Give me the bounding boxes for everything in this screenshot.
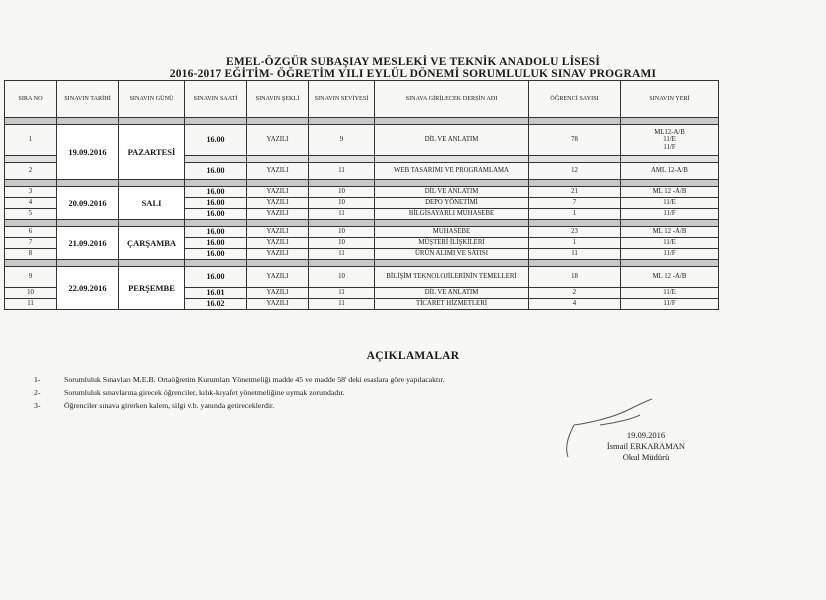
table-row: 4 16.00 YAZILI 10 DEPO YÖNETİMİ 7 11/E xyxy=(5,198,719,209)
exam-date: 19.09.2016 xyxy=(57,125,119,180)
separator-row xyxy=(5,118,719,125)
table-row: 8 16.00 YAZILI 11 ÜRÜN ALIMI VE SATISI 11 11/F xyxy=(5,249,719,260)
table-row: 5 16.00 YAZILI 11 BİLGİSAYARLI MUHASEBE 1 11/F xyxy=(5,209,719,220)
notes-title: AÇIKLAMALAR xyxy=(366,350,460,362)
signature-title: Okul Müdürü xyxy=(622,452,670,462)
col-header: SIRA NO xyxy=(5,81,57,118)
col-header: SINAVIN SEVİYESİ xyxy=(309,81,375,118)
col-header: ÖĞRENCİ SAYISI xyxy=(529,81,621,118)
exam-date: 20.09.2016 xyxy=(57,187,119,220)
exam-date: 22.09.2016 xyxy=(57,267,119,310)
signature-block xyxy=(596,430,696,463)
col-header: SINAVIN YERİ xyxy=(621,81,719,118)
exam-place: ML12-A/B 11/E 11/F xyxy=(621,125,719,156)
table-row: 2 16.00 YAZILI 11 WEB TASARIMI VE PROGRAMLAMA 12 AML 12-A/B xyxy=(5,163,719,180)
col-header: SINAVA GİRİLECEK DERSİN ADI xyxy=(375,81,529,118)
program-title: 2016-2017 EĞİTİM- ÖĞRETİM YILI EYLÜL DÖNEMİ SORUMLULUK SINAV PROGRAMI xyxy=(169,68,657,80)
table-row: 1 19.09.2016 PAZARTESİ 16.00 YAZILI 9 DİL VE ANLATIM 78 ML12-A/B 11/E 11/F xyxy=(5,125,719,156)
col-header: SINAVIN ŞEKLİ xyxy=(247,81,309,118)
separator-row xyxy=(5,180,719,187)
exam-day: PAZARTESİ xyxy=(119,125,185,180)
note-item: 3- Öğrenciler sınava girerken kalem, silgi v.b. yanında getireceklerdir. xyxy=(34,401,275,410)
table-row: 3 20.09.2016 SALI 16.00 YAZILI 10 DİL VE ANLATIM 21 ML 12 -A/B xyxy=(5,187,719,198)
table-row: 7 16.00 YAZILI 10 MÜŞTERİ İLİŞKİLERİ 1 11/E xyxy=(5,238,719,249)
col-header: SINAVIN SAATİ xyxy=(185,81,247,118)
school-title: EMEL-ÖZGÜR SUBAŞIAY MESLEKİ VE TEKNİK ANADOLU LİSESİ xyxy=(225,56,601,68)
table-row: 6 21.09.2016 ÇARŞAMBA 16.00 YAZILI 10 MUHASEBE 23 ML 12 -A/B xyxy=(5,227,719,238)
table-row: 10 16.01 YAZILI 11 DİL VE ANLATIM 2 11/E xyxy=(5,288,719,299)
table-row: 11 16.02 YAZILI 11 TİCARET HİZMETLERİ 4 11/F xyxy=(5,299,719,310)
notes-list xyxy=(34,375,444,414)
separator-row xyxy=(5,220,719,227)
note-item: 1- Sorumluluk Sınavları M.E.B. Ortaöğretim Kurumları Yönetmeliği madde 45 ve madde 58' deki esaslara göre yapılacaktır. xyxy=(34,375,445,384)
exam-schedule-table xyxy=(4,80,719,310)
note-item: 2- Sorumluluk sınavlarına girecek öğrenciler, kılık-kıyafet yönetmeliğine uymak zorundadır. xyxy=(34,388,345,397)
table-header-row xyxy=(5,81,719,118)
exam-date: 21.09.2016 xyxy=(57,227,119,260)
col-header: SINAVIN GÜNÜ xyxy=(119,81,185,118)
table-row: 9 22.09.2016 PERŞEMBE 16.00 YAZILI 10 BİLİŞİM TEKNOLOJİLERİNİN TEMELLERİ 18 ML 12 -A/B xyxy=(5,267,719,288)
exam-day: PERŞEMBE xyxy=(119,267,185,310)
exam-day: SALI xyxy=(119,187,185,220)
separator-row xyxy=(5,260,719,267)
exam-day: ÇARŞAMBA xyxy=(119,227,185,260)
col-header: SINAVIN TARİHİ xyxy=(57,81,119,118)
signature-date: 19.09.2016 xyxy=(626,430,666,440)
signature-name: İsmail ERKARAMAN xyxy=(606,441,686,451)
